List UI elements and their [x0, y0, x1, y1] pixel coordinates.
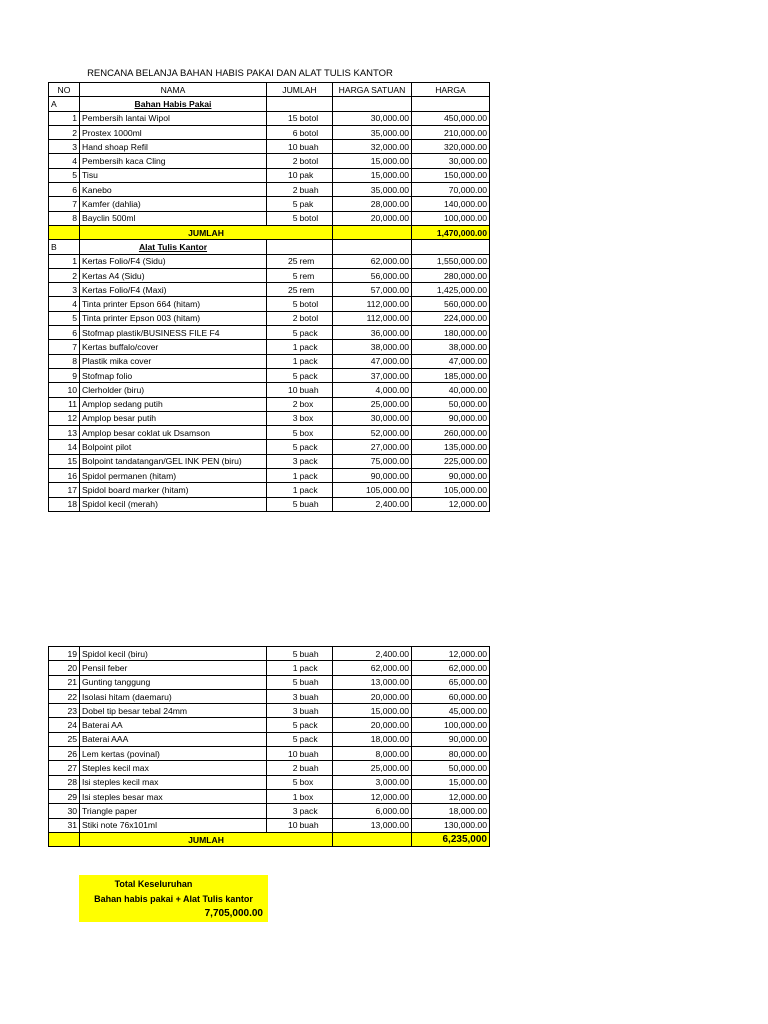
- item-price: 40,000.00: [412, 383, 490, 397]
- item-name: Kertas Folio/F4 (Maxi): [80, 283, 267, 297]
- item-unit-price: 3,000.00: [333, 775, 412, 789]
- item-price: 80,000.00: [412, 747, 490, 761]
- item-price: 65,000.00: [412, 675, 490, 689]
- item-unit: rem: [299, 268, 333, 282]
- item-unit: rem: [299, 254, 333, 268]
- item-qty: 2: [267, 311, 299, 325]
- item-qty: 2: [267, 761, 299, 775]
- item-unit: box: [299, 789, 333, 803]
- item-name: Plastik mika cover: [80, 354, 267, 368]
- item-no: 7: [49, 340, 80, 354]
- item-price: 62,000.00: [412, 661, 490, 675]
- item-name: Kanebo: [80, 183, 267, 197]
- item-no: 20: [49, 661, 80, 675]
- table-row: [49, 483, 490, 497]
- item-unit: pack: [299, 804, 333, 818]
- table-row: [49, 789, 490, 803]
- table-row: [49, 111, 490, 125]
- item-price: 60,000.00: [412, 689, 490, 703]
- table-row: [49, 197, 490, 211]
- item-price: 38,000.00: [412, 340, 490, 354]
- item-qty: 10: [267, 818, 299, 832]
- item-unit-price: 30,000.00: [333, 111, 412, 125]
- table-row: [49, 268, 490, 282]
- item-name: Steples kecil max: [80, 761, 267, 775]
- item-unit: botol: [299, 111, 333, 125]
- item-name: Amplop besar putih: [80, 411, 267, 425]
- item-unit-price: 15,000.00: [333, 168, 412, 182]
- item-no: 6: [49, 183, 80, 197]
- item-price: 90,000.00: [412, 732, 490, 746]
- item-name: Bayclin 500ml: [80, 211, 267, 225]
- item-qty: 25: [267, 283, 299, 297]
- item-qty: 3: [267, 411, 299, 425]
- item-qty: 1: [267, 469, 299, 483]
- item-unit-price: 112,000.00: [333, 297, 412, 311]
- section-a-code: A: [49, 97, 80, 111]
- item-unit: botol: [299, 125, 333, 139]
- table-row: [49, 297, 490, 311]
- item-unit: pack: [299, 454, 333, 468]
- item-unit: buah: [299, 761, 333, 775]
- item-unit: buah: [299, 647, 333, 661]
- item-unit: pack: [299, 368, 333, 382]
- item-unit: pack: [299, 440, 333, 454]
- item-unit-price: 35,000.00: [333, 125, 412, 139]
- item-name: Spidol board marker (hitam): [80, 483, 267, 497]
- item-unit-price: 20,000.00: [333, 689, 412, 703]
- section-a-header-row: [49, 97, 490, 111]
- table-row: [49, 661, 490, 675]
- header-nama: NAMA: [80, 83, 267, 97]
- item-unit-price: 37,000.00: [333, 368, 412, 382]
- table-row: [49, 718, 490, 732]
- item-no: 4: [49, 297, 80, 311]
- item-qty: 10: [267, 383, 299, 397]
- section-b-header-row: [49, 240, 490, 254]
- item-no: 22: [49, 689, 80, 703]
- table-row: [49, 254, 490, 268]
- grand-total-value: 7,705,000.00: [204, 908, 263, 919]
- item-qty: 6: [267, 125, 299, 139]
- item-no: 25: [49, 732, 80, 746]
- item-qty: 5: [267, 497, 299, 511]
- table-row: [49, 426, 490, 440]
- item-unit: rem: [299, 283, 333, 297]
- item-price: 105,000.00: [412, 483, 490, 497]
- item-no: 2: [49, 268, 80, 282]
- item-unit: pack: [299, 340, 333, 354]
- item-name: Kamfer (dahlia): [80, 197, 267, 211]
- table-row: [49, 440, 490, 454]
- item-unit: botol: [299, 311, 333, 325]
- item-no: 3: [49, 140, 80, 154]
- item-name: Triangle paper: [80, 804, 267, 818]
- item-price: 130,000.00: [412, 818, 490, 832]
- item-no: 5: [49, 311, 80, 325]
- item-qty: 1: [267, 354, 299, 368]
- item-qty: 2: [267, 154, 299, 168]
- item-no: 24: [49, 718, 80, 732]
- item-price: 140,000.00: [412, 197, 490, 211]
- item-price: 30,000.00: [412, 154, 490, 168]
- item-no: 5: [49, 168, 80, 182]
- item-qty: 2: [267, 183, 299, 197]
- item-qty: 10: [267, 747, 299, 761]
- item-name: Bolpoint tandatangan/GEL INK PEN (biru): [80, 454, 267, 468]
- item-name: Pembersih lantai Wipol: [80, 111, 267, 125]
- item-no: 3: [49, 283, 80, 297]
- item-unit: pack: [299, 661, 333, 675]
- table-row: [49, 211, 490, 225]
- item-unit-price: 27,000.00: [333, 440, 412, 454]
- item-name: Tinta printer Epson 003 (hitam): [80, 311, 267, 325]
- table-row: [49, 397, 490, 411]
- item-qty: 1: [267, 661, 299, 675]
- item-price: 260,000.00: [412, 426, 490, 440]
- item-unit-price: 112,000.00: [333, 311, 412, 325]
- budget-table-page1: [48, 82, 490, 512]
- section-b-total-row: [49, 832, 490, 846]
- item-price: 90,000.00: [412, 469, 490, 483]
- item-unit: pack: [299, 354, 333, 368]
- item-unit-price: 15,000.00: [333, 704, 412, 718]
- item-price: 100,000.00: [412, 211, 490, 225]
- item-unit-price: 56,000.00: [333, 268, 412, 282]
- item-unit-price: 25,000.00: [333, 397, 412, 411]
- table-row: [49, 168, 490, 182]
- table-row: [49, 497, 490, 511]
- item-name: Spidol kecil (biru): [80, 647, 267, 661]
- item-name: Spidol kecil (merah): [80, 497, 267, 511]
- header-no: NO: [49, 83, 80, 97]
- item-name: Gunting tanggung: [80, 675, 267, 689]
- item-unit-price: 13,000.00: [333, 675, 412, 689]
- item-price: 18,000.00: [412, 804, 490, 818]
- item-qty: 1: [267, 340, 299, 354]
- item-no: 12: [49, 411, 80, 425]
- item-price: 560,000.00: [412, 297, 490, 311]
- item-no: 21: [49, 675, 80, 689]
- section-b-total-label: JUMLAH: [80, 832, 333, 846]
- item-name: Kertas Folio/F4 (Sidu): [80, 254, 267, 268]
- item-name: Stiki note 76x101ml: [80, 818, 267, 832]
- table-row: [49, 183, 490, 197]
- item-qty: 5: [267, 326, 299, 340]
- item-unit-price: 75,000.00: [333, 454, 412, 468]
- table-row: [49, 326, 490, 340]
- item-unit-price: 52,000.00: [333, 426, 412, 440]
- section-b-title: Alat Tulis Kantor: [80, 240, 267, 254]
- item-name: Clerholder (biru): [80, 383, 267, 397]
- item-price: 50,000.00: [412, 761, 490, 775]
- grand-total-description: Bahan habis pakai + Alat Tulis kantor: [94, 894, 253, 904]
- table-row: [49, 675, 490, 689]
- item-qty: 15: [267, 111, 299, 125]
- item-name: Dobel tip besar tebal 24mm: [80, 704, 267, 718]
- item-no: 11: [49, 397, 80, 411]
- item-unit-price: 62,000.00: [333, 254, 412, 268]
- item-name: Stofmap folio: [80, 368, 267, 382]
- item-no: 2: [49, 125, 80, 139]
- table-row: [49, 283, 490, 297]
- item-price: 1,425,000.00: [412, 283, 490, 297]
- item-price: 150,000.00: [412, 168, 490, 182]
- item-unit: buah: [299, 818, 333, 832]
- item-price: 47,000.00: [412, 354, 490, 368]
- item-qty: 5: [267, 268, 299, 282]
- item-price: 50,000.00: [412, 397, 490, 411]
- item-price: 45,000.00: [412, 704, 490, 718]
- item-unit: botol: [299, 154, 333, 168]
- item-qty: 5: [267, 211, 299, 225]
- item-price: 12,000.00: [412, 647, 490, 661]
- item-unit: pack: [299, 718, 333, 732]
- section-a-total-row: [49, 225, 490, 239]
- table-row: [49, 747, 490, 761]
- item-unit: pack: [299, 469, 333, 483]
- item-unit-price: 30,000.00: [333, 411, 412, 425]
- item-price: 210,000.00: [412, 125, 490, 139]
- item-qty: 5: [267, 675, 299, 689]
- item-name: Spidol permanen (hitam): [80, 469, 267, 483]
- item-name: Lem kertas (povinal): [80, 747, 267, 761]
- table-row: [49, 311, 490, 325]
- item-unit: box: [299, 426, 333, 440]
- item-name: Baterai AAA: [80, 732, 267, 746]
- grand-total-box: [79, 875, 268, 922]
- table-row: [49, 647, 490, 661]
- item-no: 16: [49, 469, 80, 483]
- item-qty: 25: [267, 254, 299, 268]
- item-no: 6: [49, 326, 80, 340]
- item-price: 224,000.00: [412, 311, 490, 325]
- table-row: [49, 689, 490, 703]
- item-unit: buah: [299, 704, 333, 718]
- item-name: Amplop besar coklat uk Dsamson: [80, 426, 267, 440]
- item-name: Isi steples kecil max: [80, 775, 267, 789]
- table-row: [49, 761, 490, 775]
- item-no: 13: [49, 426, 80, 440]
- item-qty: 3: [267, 804, 299, 818]
- item-unit-price: 35,000.00: [333, 183, 412, 197]
- table-row: [49, 775, 490, 789]
- item-name: Stofmap plastik/BUSINESS FILE F4: [80, 326, 267, 340]
- item-unit: pack: [299, 732, 333, 746]
- item-unit-price: 47,000.00: [333, 354, 412, 368]
- item-price: 225,000.00: [412, 454, 490, 468]
- item-unit: pack: [299, 326, 333, 340]
- item-price: 320,000.00: [412, 140, 490, 154]
- item-price: 450,000.00: [412, 111, 490, 125]
- item-unit: buah: [299, 747, 333, 761]
- item-unit-price: 18,000.00: [333, 732, 412, 746]
- section-b-total-value: 6,235,000: [412, 832, 490, 846]
- item-no: 1: [49, 111, 80, 125]
- item-name: Pembersih kaca Cling: [80, 154, 267, 168]
- item-unit-price: 28,000.00: [333, 197, 412, 211]
- item-no: 26: [49, 747, 80, 761]
- item-no: 27: [49, 761, 80, 775]
- item-name: Kertas A4 (Sidu): [80, 268, 267, 282]
- table-row: [49, 154, 490, 168]
- table-row: [49, 818, 490, 832]
- item-no: 8: [49, 354, 80, 368]
- item-name: Isi steples besar max: [80, 789, 267, 803]
- item-unit-price: 25,000.00: [333, 761, 412, 775]
- item-unit-price: 4,000.00: [333, 383, 412, 397]
- item-unit-price: 8,000.00: [333, 747, 412, 761]
- header-harga-satuan: HARGA SATUAN: [333, 83, 412, 97]
- item-qty: 5: [267, 718, 299, 732]
- item-qty: 3: [267, 689, 299, 703]
- item-no: 17: [49, 483, 80, 497]
- item-no: 9: [49, 368, 80, 382]
- item-qty: 3: [267, 454, 299, 468]
- section-a-total-label: JUMLAH: [80, 225, 333, 239]
- item-qty: 5: [267, 440, 299, 454]
- item-price: 180,000.00: [412, 326, 490, 340]
- item-qty: 1: [267, 483, 299, 497]
- section-b-code: B: [49, 240, 80, 254]
- header-jumlah: JUMLAH: [267, 83, 333, 97]
- item-qty: 10: [267, 168, 299, 182]
- item-unit: botol: [299, 297, 333, 311]
- item-no: 29: [49, 789, 80, 803]
- header-row: [49, 83, 490, 97]
- item-qty: 5: [267, 368, 299, 382]
- sheet-title: RENCANA BELANJA BAHAN HABIS PAKAI DAN ALAT TULIS KANTOR: [87, 68, 393, 79]
- item-unit-price: 6,000.00: [333, 804, 412, 818]
- item-qty: 5: [267, 775, 299, 789]
- item-no: 8: [49, 211, 80, 225]
- item-price: 185,000.00: [412, 368, 490, 382]
- item-name: Tinta printer Epson 664 (hitam): [80, 297, 267, 311]
- table-row: [49, 340, 490, 354]
- item-name: Isolasi hitam (daemaru): [80, 689, 267, 703]
- item-unit: pack: [299, 483, 333, 497]
- item-no: 10: [49, 383, 80, 397]
- item-unit: buah: [299, 183, 333, 197]
- item-no: 28: [49, 775, 80, 789]
- item-no: 7: [49, 197, 80, 211]
- item-name: Pensil feber: [80, 661, 267, 675]
- item-name: Bolpoint pilot: [80, 440, 267, 454]
- item-unit-price: 2,400.00: [333, 647, 412, 661]
- table-row: [49, 125, 490, 139]
- item-unit-price: 20,000.00: [333, 211, 412, 225]
- grand-total-label: Total Keseluruhan: [114, 879, 193, 889]
- item-name: Tisu: [80, 168, 267, 182]
- table-row: [49, 454, 490, 468]
- item-unit: pak: [299, 168, 333, 182]
- item-price: 1,550,000.00: [412, 254, 490, 268]
- item-unit: botol: [299, 211, 333, 225]
- table-row: [49, 732, 490, 746]
- budget-table-page2: [48, 646, 490, 847]
- item-unit-price: 2,400.00: [333, 497, 412, 511]
- table-row: [49, 411, 490, 425]
- item-unit-price: 32,000.00: [333, 140, 412, 154]
- item-qty: 5: [267, 297, 299, 311]
- item-unit-price: 15,000.00: [333, 154, 412, 168]
- item-unit-price: 36,000.00: [333, 326, 412, 340]
- item-name: Kertas buffalo/cover: [80, 340, 267, 354]
- item-no: 23: [49, 704, 80, 718]
- item-price: 90,000.00: [412, 411, 490, 425]
- item-price: 100,000.00: [412, 718, 490, 732]
- item-no: 15: [49, 454, 80, 468]
- item-unit-price: 62,000.00: [333, 661, 412, 675]
- item-no: 18: [49, 497, 80, 511]
- item-name: Prostex 1000ml: [80, 125, 267, 139]
- item-qty: 5: [267, 426, 299, 440]
- item-no: 31: [49, 818, 80, 832]
- item-no: 14: [49, 440, 80, 454]
- item-unit: box: [299, 397, 333, 411]
- item-unit: box: [299, 775, 333, 789]
- item-qty: 2: [267, 397, 299, 411]
- item-unit: pak: [299, 197, 333, 211]
- item-qty: 5: [267, 732, 299, 746]
- table-row: [49, 469, 490, 483]
- section-a-title: Bahan Habis Pakai: [80, 97, 267, 111]
- item-qty: 3: [267, 704, 299, 718]
- item-no: 19: [49, 647, 80, 661]
- item-unit: buah: [299, 140, 333, 154]
- item-price: 12,000.00: [412, 497, 490, 511]
- item-unit-price: 20,000.00: [333, 718, 412, 732]
- item-no: 1: [49, 254, 80, 268]
- item-qty: 5: [267, 647, 299, 661]
- item-unit: buah: [299, 689, 333, 703]
- item-unit: buah: [299, 383, 333, 397]
- table-row: [49, 368, 490, 382]
- table-row: [49, 383, 490, 397]
- item-unit-price: 12,000.00: [333, 789, 412, 803]
- item-unit-price: 38,000.00: [333, 340, 412, 354]
- item-qty: 5: [267, 197, 299, 211]
- item-unit: buah: [299, 675, 333, 689]
- item-price: 12,000.00: [412, 789, 490, 803]
- item-price: 15,000.00: [412, 775, 490, 789]
- table-row: [49, 804, 490, 818]
- item-unit-price: 105,000.00: [333, 483, 412, 497]
- table-row: [49, 140, 490, 154]
- table-row: [49, 704, 490, 718]
- item-qty: 10: [267, 140, 299, 154]
- item-unit-price: 90,000.00: [333, 469, 412, 483]
- item-price: 280,000.00: [412, 268, 490, 282]
- item-unit-price: 57,000.00: [333, 283, 412, 297]
- item-price: 135,000.00: [412, 440, 490, 454]
- item-unit: buah: [299, 497, 333, 511]
- item-no: 30: [49, 804, 80, 818]
- item-price: 70,000.00: [412, 183, 490, 197]
- section-a-total-value: 1,470,000.00: [412, 225, 490, 239]
- header-harga: HARGA: [412, 83, 490, 97]
- table-row: [49, 354, 490, 368]
- item-qty: 1: [267, 789, 299, 803]
- item-name: Hand shoap Refil: [80, 140, 267, 154]
- item-unit: box: [299, 411, 333, 425]
- item-unit-price: 13,000.00: [333, 818, 412, 832]
- item-name: Amplop sedang putih: [80, 397, 267, 411]
- item-name: Baterai AA: [80, 718, 267, 732]
- item-no: 4: [49, 154, 80, 168]
